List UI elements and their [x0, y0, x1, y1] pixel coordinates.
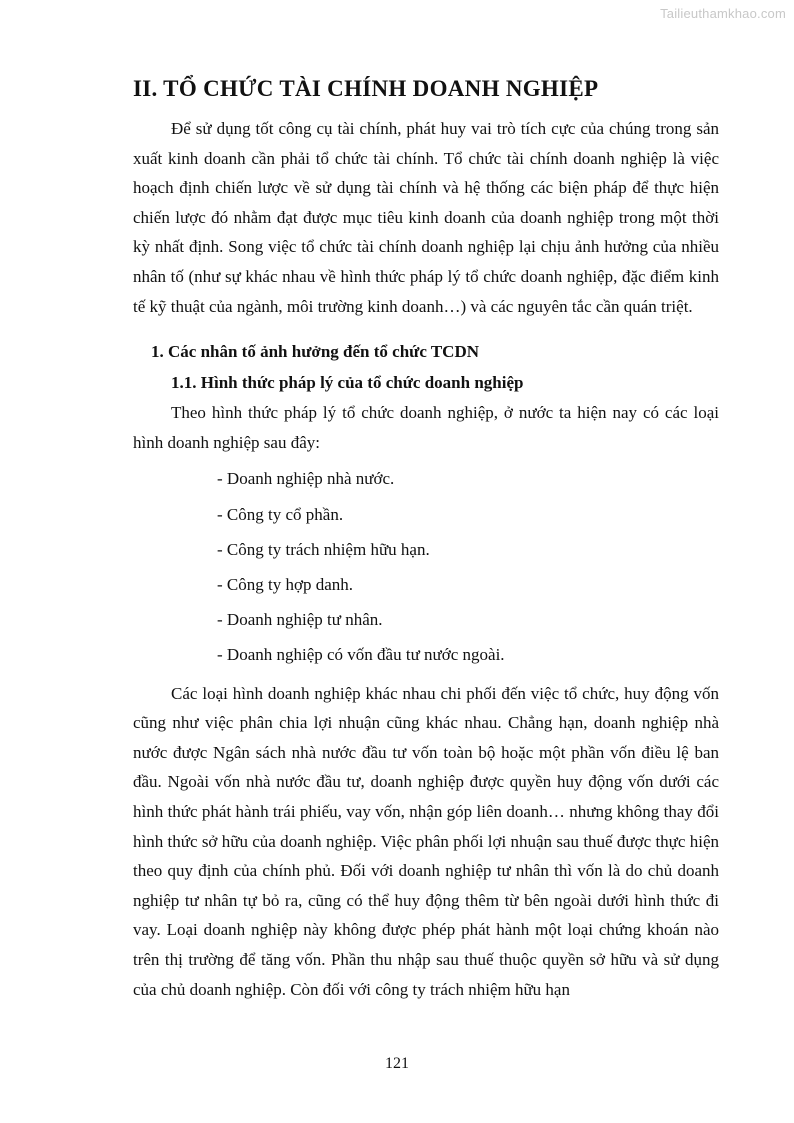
document-page — [133, 74, 719, 1004]
list-item: - Doanh nghiệp nhà nước. — [217, 469, 395, 489]
watermark-text: Tailieuthamkhao.com — [660, 6, 786, 21]
list-item: - Công ty trách nhiệm hữu hạn. — [217, 539, 430, 559]
list-item: - Công ty cổ phần. — [217, 504, 344, 524]
section-title: II. TỔ CHỨC TÀI CHÍNH DOANH NGHIỆP — [133, 76, 599, 101]
sub-subsection-heading: 1.1. Hình thức pháp lý của tổ chức doanh nghiệp — [171, 373, 524, 393]
subsection-heading: 1. Các nhân tố ảnh hưởng đến tổ chức TCDN — [151, 342, 480, 362]
list-item: - Doanh nghiệp tư nhân. — [217, 610, 383, 630]
enterprise-type-list — [133, 461, 719, 672]
list-item: - Doanh nghiệp có vốn đầu tư nước ngoài. — [217, 645, 505, 665]
list-item: - Công ty hợp danh. — [217, 574, 354, 594]
lead-paragraph: Theo hình thức pháp lý tổ chức doanh nghiệp, ở nước ta hiện nay có các loại hình doanh nghiệp sau đây: — [133, 403, 719, 452]
page-number: 121 — [385, 1055, 409, 1072]
intro-paragraph: Để sử dụng tốt công cụ tài chính, phát huy vai trò tích cực của chúng trong sản xuất kinh doanh cần phải tổ chức tài chính. Tổ chức tài chính doanh nghiệp là việc hoạch định chiến lược về sử dụng tài chính và hệ thống các biện pháp để thực hiện chiến lược đó nhằm đạt được mục tiêu kinh doanh của doanh nghiệp trong một thời kỳ nhất định. Song việc tổ chức tài chính doanh nghiệp lại chịu ảnh hưởng của nhiều nhân tố (như sự khác nhau về hình thức pháp lý tổ chức doanh nghiệp, đặc điểm kinh tế kỹ thuật của ngành, môi trường kinh doanh…) và các nguyên tắc cần quán triệt. — [133, 119, 719, 316]
body-paragraph: Các loại hình doanh nghiệp khác nhau chi phối đến việc tổ chức, huy động vốn cũng như việc phân chia lợi nhuận cũng khác nhau. Chẳng hạn, doanh nghiệp nhà nước được Ngân sách nhà nước đầu tư vốn toàn bộ hoặc một phần vốn điều lệ ban đầu. Ngoài vốn nhà nước đầu tư, doanh nghiệp được quyền huy động vốn dưới các hình thức phát hành trái phiếu, vay vốn, nhận góp liên doanh… nhưng không thay đổi hình thức sở hữu của doanh nghiệp. Việc phân phối lợi nhuận sau thuế được thực hiện theo quy định của chính phủ. Đối với doanh nghiệp tư nhân thì vốn là do chủ doanh nghiệp tư nhân tự bỏ ra, cũng có thể huy động thêm từ bên ngoài dưới hình thức đi vay. Loại doanh nghiệp này không được phép phát hành một loại chứng khoán nào trên thị trường để tăng vốn. Phần thu nhập sau thuế thuộc quyền sở hữu và sử dụng của chủ doanh nghiệp. Còn đối với công ty trách nhiệm hữu hạn — [133, 683, 719, 999]
